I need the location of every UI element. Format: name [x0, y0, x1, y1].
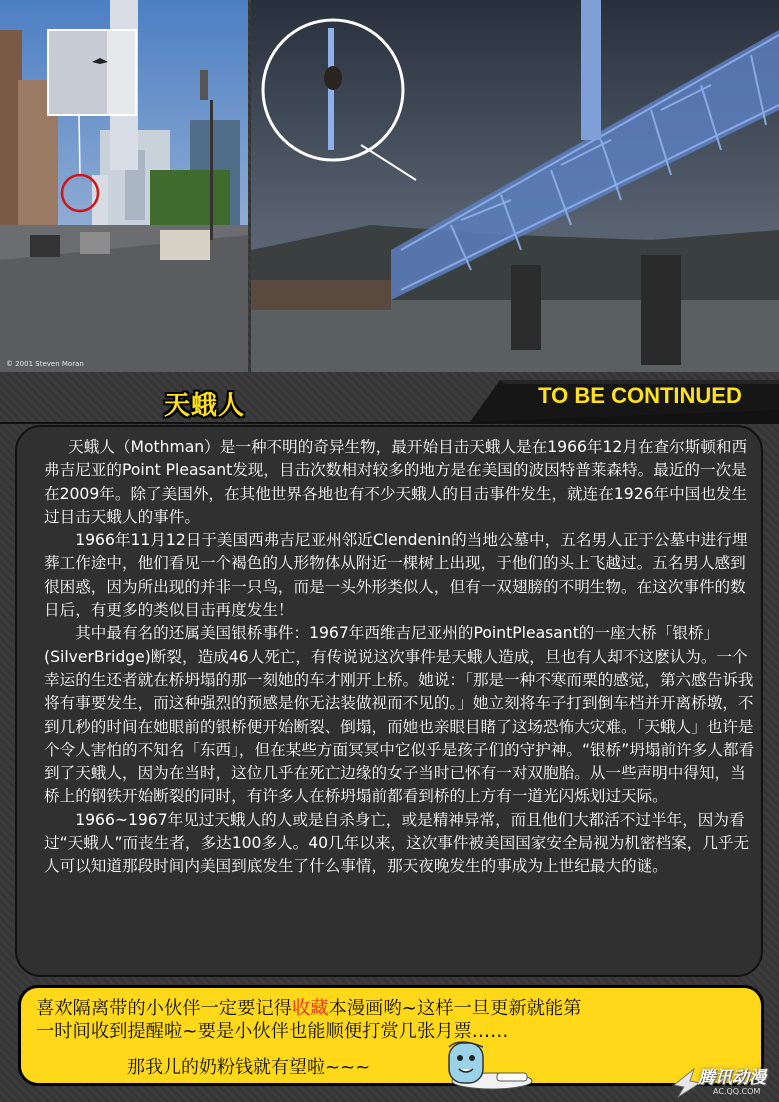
promo-text: 本漫画哟~这样一旦更新就能第 — [328, 998, 582, 1019]
promo-line-3: 那我儿的奶粉钱就有望啦~~~ — [127, 1057, 371, 1078]
story-paragraph: 1966年11月12日于美国西弗吉尼亚州邻近Clendenin的当地公墓中，五名男人正于公墓中进行埋葬工作途中，他们看见一个褐色的人形物体从附近一棵树上出现，于他们的头上飞越过。五名男人感到很困惑，因为所出现的并非一只鸟，而是一头外形类似人，但有一双翅膀的不明生物。在这次事件的数日后，有更多的类似目击再度发生！ — [44, 531, 748, 620]
story-text — [44, 436, 756, 879]
promo-line-2: 一时间收到提醒啦~要是小伙伴也能顺便打赏几张月票…… — [36, 1021, 509, 1042]
promo-highlight: 收藏 — [291, 998, 329, 1019]
story-paragraph: 天蛾人（Mothman）是一种不明的奇异生物，最开始目击天蛾人是在1966年12月在查尔斯顿和西弗吉尼亚的Point Pleasant发现，目击次数相对较多的地方是在美国的波因特普莱森特。最近的一次是在2009年。除了美国外，在其他世界各地也有不少天蛾人的目击事件发生，就连在1926年中国也发生过目击天蛾人的事件。 — [44, 438, 748, 526]
watermark-url: AC.QQ.COM — [713, 1087, 761, 1096]
promo-text: 喜欢隔离带的小伙伴一定要记得 — [36, 998, 292, 1019]
mascot-icon — [437, 1033, 535, 1091]
story-paragraph: 其中最有名的还属美国银桥事件：1967年西维吉尼亚州的PointPleasant的一座大桥「银桥」(SilverBridge)断裂，造成46人死亡，有传说说这次事件是天蛾人造成，旦也有人却不这麽认为。一个幸运的生还者就在桥坍塌的那一刻她的车才刚开上桥。她说：「那是一种不寒而栗的感觉，第六感告诉我将有事要发生，而这种强烈的预感是你无法装做视而不见的。」她立刻将车子打到倒车档并开离桥墩，不到几秒的时间在她眼前的银桥便开始断裂、倒塌，而她也亲眼目睹了这场恐怖大灾难。「天蛾人」也许是个令人害怕的不知名「东西」，但在某些方面冥冥中它似乎是孩子们的守护神。“银桥”坍塌前许多人都看到了天蛾人，因为在当时，这位几乎在死亡边缘的女子当时已怀有一对双胞胎。从一些声明中得知，当桥上的钢铁开始断裂的同时，有许多人在桥坍塌前都看到桥的上方有一道光闪烁划过天际。 — [44, 624, 755, 806]
to-be-continued: TO BE CONTINUED — [538, 383, 742, 408]
watermark-name: 腾讯动漫 — [698, 1068, 766, 1088]
bridge-photo — [251, 0, 779, 372]
street-photo — [0, 0, 248, 372]
photo-credit: © 2001 Steven Moran — [6, 360, 84, 368]
story-paragraph: 1966~1967年见过天蛾人的人或是自杀身亡，或是精神异常，而且他们大都活不过半年，因为看过“天蛾人”而丧生者，多达100多人。40几年以来，这次事件被美国国家安全局视为机密档案，几乎无人可以知道那段时间内美国到底发生了什么事情，那天夜晚发生的事成为上世纪最大的谜。 — [44, 810, 750, 876]
page-title: 天蛾人 — [164, 391, 246, 421]
